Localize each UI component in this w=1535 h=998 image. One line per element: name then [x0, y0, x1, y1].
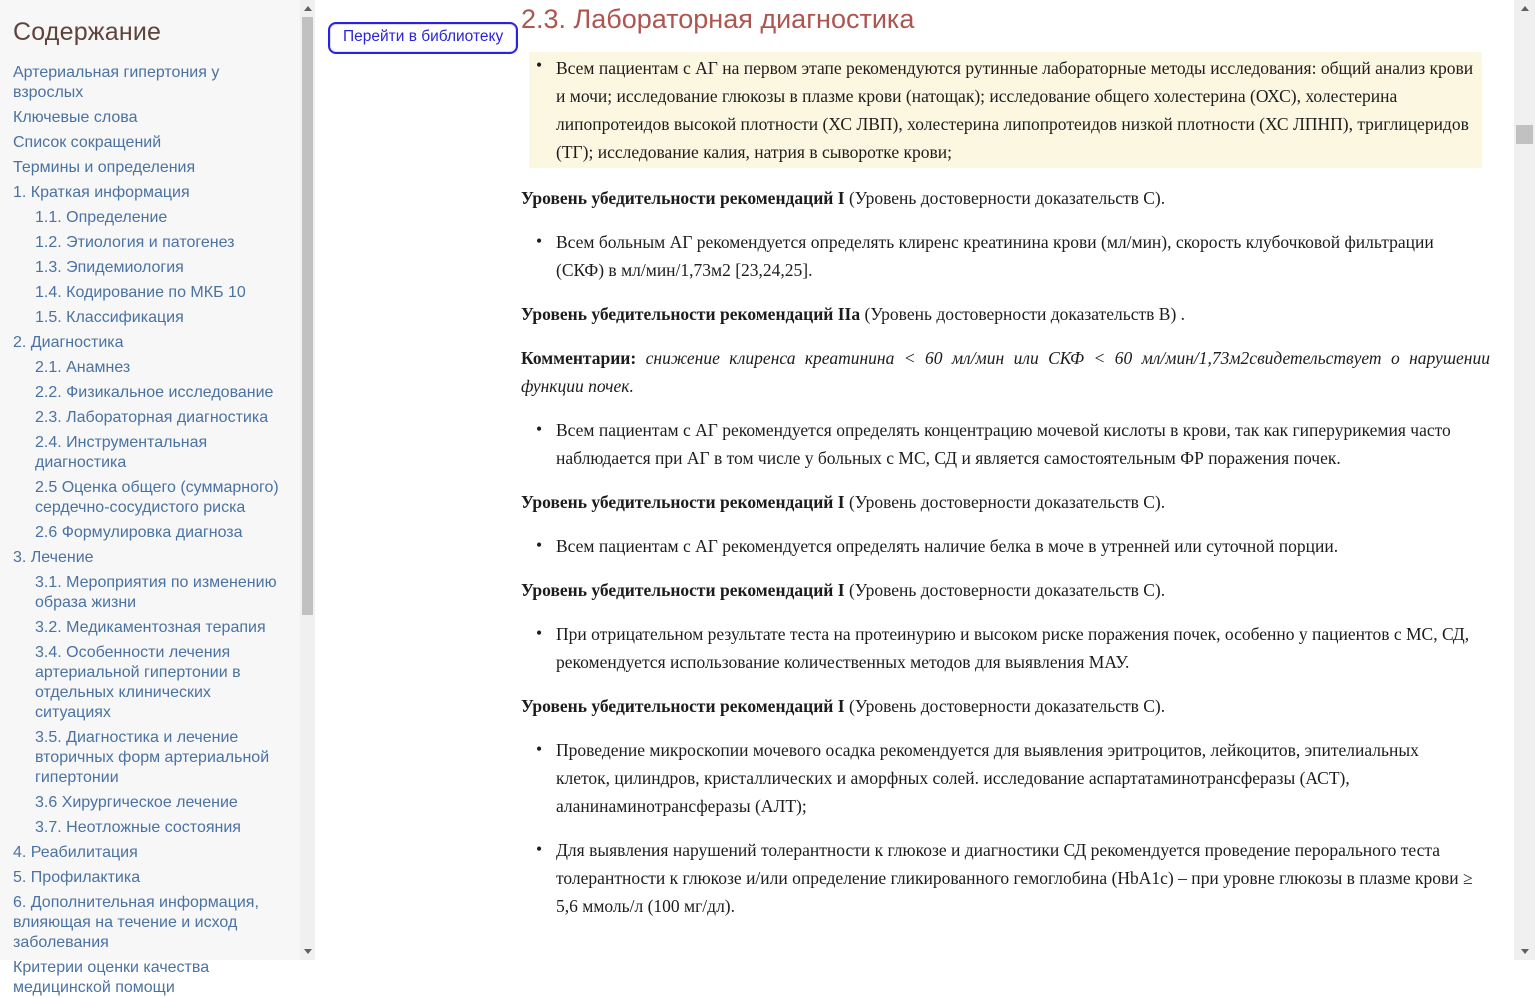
evidence-level-bold: Уровень убедительности рекомендаций I: [521, 188, 845, 208]
sidebar-item[interactable]: 2.1. Анамнез: [35, 359, 131, 376]
sidebar-item[interactable]: 4. Реабилитация: [13, 844, 138, 861]
scroll-up-icon[interactable]: [300, 1, 315, 16]
bullet-icon: •: [536, 419, 543, 439]
sidebar-item[interactable]: 5. Профилактика: [13, 869, 141, 886]
go-to-library-button[interactable]: Перейти в библиотеку: [328, 22, 518, 54]
toc-heading: Содержание: [13, 18, 162, 46]
scroll-down-icon[interactable]: [300, 944, 315, 959]
sidebar-item[interactable]: 1.3. Эпидемиология: [35, 259, 184, 276]
sidebar-item[interactable]: 2. Диагностика: [13, 334, 124, 351]
bullet-text: При отрицательном результате теста на протеинурию и высоком риске поражения почек, особенно у пациентов с МС, СД, рекомендуется использование количественных методов для выявления МАУ.: [556, 624, 1470, 672]
bullet-icon: •: [536, 55, 543, 75]
evidence-level: [521, 692, 1490, 720]
sidebar-item[interactable]: 3. Лечение: [13, 549, 94, 566]
evidence-level-bold: Уровень убедительности рекомендаций IIa: [521, 304, 861, 324]
evidence-level-rest: (Уровень достоверности доказательств В) .: [860, 304, 1186, 324]
sidebar-item[interactable]: 2.3. Лабораторная диагностика: [35, 409, 269, 426]
evidence-level: [521, 488, 1490, 516]
sidebar-scrollbar-thumb[interactable]: [302, 17, 313, 615]
toc-sidebar: [0, 0, 300, 996]
evidence-level-rest: (Уровень достоверности доказательств С).: [844, 696, 1166, 716]
evidence-level: [521, 576, 1490, 604]
scroll-down-icon[interactable]: [1514, 944, 1535, 959]
bullet-icon: •: [536, 839, 543, 859]
comment-text: снижение клиренса креатинина < 60 мл/мин или СКФ < 60 мл/мин/1,73м2свидетельствует о нарушении функции почек.: [521, 348, 1490, 396]
scroll-up-icon[interactable]: [1514, 1, 1535, 16]
sidebar-item[interactable]: 2.2. Физикальное исследование: [35, 384, 274, 401]
sidebar-item[interactable]: 1. Краткая информация: [13, 184, 190, 201]
sidebar-item[interactable]: 1.1. Определение: [35, 209, 168, 226]
bullet-icon: •: [536, 623, 543, 643]
triangle-up-icon: [1521, 6, 1529, 11]
sidebar-item[interactable]: 6. Дополнительная информация, влияющая на течение и исход заболевания: [13, 894, 259, 951]
sidebar-item[interactable]: 3.5. Диагностика и лечение вторичных форм артериальной гипертонии: [35, 729, 270, 786]
sidebar-item[interactable]: 1.5. Классификация: [35, 309, 184, 326]
bullet-text: Всем больным АГ рекомендуется определять клиренс креатинина крови (мл/мин), скорость клубочковой фильтрации (СКФ) в мл/мин/1,73м2 [23,24,25].: [556, 232, 1434, 280]
sidebar-item[interactable]: 2.5 Оценка общего (суммарного) сердечно-сосудистого риска: [35, 479, 279, 516]
article: [521, 52, 1490, 920]
bullet-icon: •: [536, 231, 543, 251]
bullet-text: Всем пациентам с АГ рекомендуется определять концентрацию мочевой кислоты в крови, так как гиперурикемия часто наблюдается при АГ в том числе у больных с МС, СД и является самостоятельным ФР поражения почек.: [556, 420, 1451, 468]
evidence-level-bold: Уровень убедительности рекомендаций I: [521, 696, 845, 716]
sidebar-scrollbar[interactable]: [300, 0, 315, 960]
sidebar-item[interactable]: Термины и определения: [13, 159, 196, 176]
sidebar-item[interactable]: Артериальная гипертония у взрослых: [13, 64, 220, 101]
evidence-level-rest: (Уровень достоверности доказательств С).: [844, 492, 1166, 512]
bullet-item: [529, 836, 1482, 920]
bullet-item: [529, 532, 1482, 560]
comment-label: Комментарии:: [521, 348, 637, 368]
bullet-item: [529, 620, 1482, 676]
evidence-level-rest: (Уровень достоверности доказательств С).: [844, 580, 1166, 600]
bullet-item: [529, 228, 1482, 284]
bullet-text: Для выявления нарушений толерантности к глюкозе и диагностики СД рекомендуется проведение перорального теста толерантности к глюкозе и/или определение гликированного гемоглобина (HbA1c) – при уровне глюкозы в плазме крови ≥ 5,6 ммоль/л (100 мг/дл).: [556, 840, 1473, 916]
evidence-level: [521, 300, 1490, 328]
bullet-item: [529, 52, 1482, 168]
content-scrollbar[interactable]: [1514, 0, 1535, 960]
bullet-text: Всем пациентам с АГ на первом этапе рекомендуются рутинные лабораторные методы исследования: общий анализ крови и мочи; исследование глюкозы в плазме крови (натощак); исследование общего холестерина (ОХС), холестерина липопротеидов высокой плотности (ХС ЛВП), холестерина липопротеидов низкой плотности (ХС ЛПНП), триглицеридов (ТГ); исследование калия, натрия в сыворотке крови;: [556, 58, 1474, 162]
sidebar-item[interactable]: Список сокращений: [13, 134, 162, 151]
sidebar-item[interactable]: 3.4. Особенности лечения артериальной гипертонии в отдельных клинических ситуациях: [35, 644, 241, 721]
triangle-down-icon: [304, 949, 312, 954]
triangle-down-icon: [1521, 949, 1529, 954]
document-pane: [315, 0, 1514, 960]
page-title: 2.3. Лабораторная диагностика: [521, 4, 915, 34]
sidebar-item[interactable]: 1.2. Этиология и патогенез: [35, 234, 235, 251]
sidebar-item[interactable]: 2.4. Инструментальная диагностика: [35, 434, 208, 471]
evidence-level-bold: Уровень убедительности рекомендаций I: [521, 492, 845, 512]
sidebar-item[interactable]: 3.6 Хирургическое лечение: [35, 794, 238, 811]
comment-paragraph: [521, 344, 1490, 400]
bullet-icon: •: [536, 535, 543, 555]
content-scrollbar-thumb[interactable]: [1516, 125, 1533, 144]
evidence-level: [521, 184, 1490, 212]
triangle-up-icon: [304, 6, 312, 11]
evidence-level-rest: (Уровень достоверности доказательств С).: [844, 188, 1166, 208]
bullet-text: Проведение микроскопии мочевого осадка рекомендуется для выявления эритроцитов, лейкоцитов, эпителиальных клеток, цилиндров, кристаллических и аморфных солей. исследование аспартатаминотрансферазы (АСТ), аланинаминотрансферазы (АЛТ);: [556, 740, 1419, 816]
bullet-item: [529, 416, 1482, 472]
bullet-icon: •: [536, 739, 543, 759]
sidebar-item[interactable]: Ключевые слова: [13, 109, 138, 126]
sidebar-item[interactable]: 3.2. Медикаментозная терапия: [35, 619, 266, 636]
sidebar-item[interactable]: 3.7. Неотложные состояния: [35, 819, 241, 836]
bullet-item: [529, 736, 1482, 820]
sidebar-item[interactable]: Критерии оценки качества медицинской помощи: [13, 959, 210, 996]
sidebar-item[interactable]: 1.4. Кодирование по МКБ 10: [35, 284, 246, 301]
toc-list: [13, 63, 286, 998]
sidebar-item[interactable]: 3.1. Мероприятия по изменению образа жизни: [35, 574, 277, 611]
bullet-text: Всем пациентам с АГ рекомендуется определять наличие белка в моче в утренней или суточной порции.: [556, 536, 1339, 556]
evidence-level-bold: Уровень убедительности рекомендаций I: [521, 580, 845, 600]
sidebar-item[interactable]: 2.6 Формулировка диагноза: [35, 524, 243, 541]
